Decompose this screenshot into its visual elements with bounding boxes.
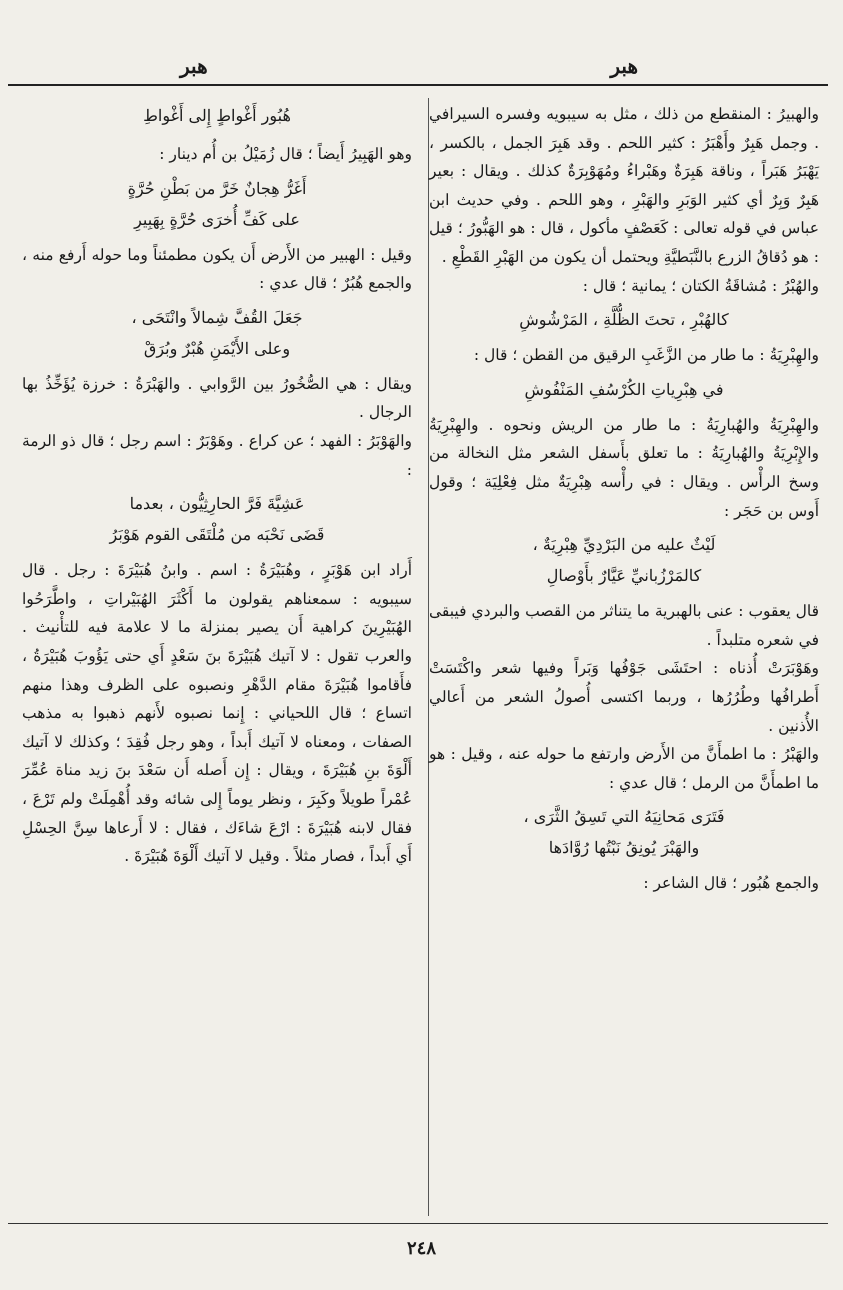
- verse-line: وعلى الأَيْمَنِ هُبْرٌ وبُرَقْ: [143, 338, 291, 358]
- entry-paragraph: أَراد ابن هَوْبَرٍ ، وهُبَيْرَةُ : اسم . وابنُ هُبَيْرَةَ : رجل . قال سيبويه : سمعناهم يقولون ما أَكْثَرَ الهُبَيْراتِ ، واطَّرَحُوا الهُبَيْرِينَ كراهية أَن يصير بمنزلة ما لا علامة فيه للتأْنيث . والعرب تقول : لا آتيك هُبَيْرَةَ بنَ سَعْدٍ أَي حتى يَؤُوبَ هُبَيْرَةُ ، فأَقاموا هُبَيْرَةَ مقام الدَّهْرِ ونصبوه على الظرف وهذا منهم اتساع ؛ قال اللحياني : إِنما نصبوه لأَنهم ذهبوا به مذهب الصفات ، ومعناه لا آتيك أَبداً ، وهو رجل فُقِدَ ؛ وكذلك لا آتيك أَلْوَةَ بنِ هُبَيْرَةَ ، ويقال : إِن أَصله أَن سَعْدَ بنَ زيد مناة عُمِّرَ عُمْراً طويلاً وكَبِرَ ، ونظر يوماً إِلى شائه وقد أُهْمِلَتْ ولم تَرْعَ ، فقال لابنه هُبَيْرَةَ : ارْعَ شاءَك ، فقال : لا أَرعاها سِنَّ الحِسْلِ أَي أَبداً ، فصار مثلاً . وقيل لا آتيك أَلْوَةَ هُبَيْرَةَ .: [22, 561, 412, 866]
- verse-line: فَتَرَى مَحانِيَهُ التي تَسِقُ الثَّرَى ،: [523, 807, 725, 827]
- verse: [22, 302, 412, 364]
- verse-line: كالمَرْزُبانيِّ عَيَّارٌ بأَوْصالِ: [546, 566, 702, 586]
- right-column: [429, 100, 819, 898]
- entry-paragraph: والهَوْبَرُ : الفهد ؛ عن كراع . وهَوْبَرٌ : اسم رجل ؛ قال ذو الرمة :: [22, 431, 412, 479]
- verse-line: جَعَلَ القُفَّ شِمالاً وانْتَحَى ،: [131, 307, 303, 327]
- entry-paragraph: والهِبْرِيَةُ والهُبارِيَةُ : ما طار من الريش ونحوه . والهِبْرِيَةُ والإِبْرِيَةُ والهُبارِيَةُ : ما تعلق بأَسفل الشعر مثل النخالة من وسخ الرأْس . ويقال : في رأْسه هِبْرِيَةٌ مثل فِعْلِيَة ؛ وقول أَوس بن حَجَر :: [429, 415, 819, 520]
- entry-paragraph: وهَوْبَرَتْ أُذناه : احتَشَى جَوْفُها وَبَراً وفيها شعر واكْتَسَتْ أَطرافُها وطُرُرُها ، وربما اكتسى أُصولُ الشعر من أَعالي الأُذنين .: [429, 659, 819, 735]
- verse: [429, 801, 819, 863]
- verse-line: كالهُبْرِ ، تحتَ الظُّلَّةِ ، المَرْشُوشِ: [519, 310, 729, 330]
- entry-paragraph: وهو الهَبِيرُ أَيضاً ؛ قال زُمَيْلُ بن أُم دينار :: [159, 145, 412, 163]
- verse-line: أَغَرُّ هِجانٌ خَرَّ من بَطْنِ حُرَّةٍ: [127, 178, 307, 198]
- entry-paragraph: والهبيرُ : المنقطع من ذلك ، مثل به سيبويه وفسره السيرافي . وجمل هَبِرٌ وأَهْبَرُ : كثير اللحم . وقد هَبِرَ الجمل ، بالكسر ، يَهْبَرُ هَبَراً ، وناقة هَبِرَةٌ وهَبْراءُ ومُهَوْبِرَةٌ كذلك . ويقال : بعير هَبِرٌ وَبِرٌ أي كثير الوَبَرِ والهَبْرِ ، وهو اللحم . وفي حديث ابن عباس في قوله تعالى : كَعَصْفٍ مأكول ، قال : هو الهَبُّورُ ؛ قيل : هو دُقاقُ الزرع بالنَّبَطيَّةِ ويحتمل أن يكون من الهَبْرِ القَطْعِ .: [429, 105, 819, 266]
- entry-paragraph: والهَبْرُ : ما اطمأَنَّ من الأَرض وارتفع ما حوله عنه ، وقيل : هو ما اطمأَنَّ من الرمل ؛ قال عدي :: [429, 745, 819, 792]
- headword-left: هبر: [180, 54, 208, 78]
- entry-paragraph: والهُبْرُ : مُشاقَةُ الكتان ؛ يمانية ؛ قال :: [582, 276, 819, 295]
- verse-line: عَشِيَّةَ فَرَّ الحارِثِيُّون ، بعدما: [129, 494, 305, 514]
- page-header: [0, 48, 843, 88]
- headword-right: هبر: [610, 54, 638, 78]
- verse: [429, 529, 819, 591]
- verse-line: على كَفِّ أُخرَى حُرَّةٍ بِهَبِيرِ: [134, 209, 300, 229]
- page-number: ٢٤٨: [406, 1238, 436, 1259]
- verse: [22, 173, 412, 235]
- verse-line: في هِبْرِياتِ الكُرْسُفِ المَنْفُوشِ: [524, 379, 724, 399]
- entry-paragraph: والهِبْرِيَةُ : ما طار من الزَّغَبِ الرقيق من القطن ؛ قال :: [473, 346, 819, 365]
- entry-paragraph: ويقال : هي الصُّخُورُ بين الرَّوابي . والهَبْرَةُ : خرزة يُؤَخِّذُ بها الرجال .: [22, 374, 412, 422]
- entry-paragraph: وقيل : الهبير من الأَرض أَن يكون مطمئناً وما حوله أَرفع منه ، والجمع هُبُرٌ ؛ قال عدي :: [22, 245, 412, 293]
- verse-line: لَيْثٌ عليه من البَرْدِيِّ هِبْرِيَةٌ ،: [532, 535, 716, 555]
- footer-rule: [8, 1223, 828, 1224]
- verse-line: قَضَى نَحْبَه من مُلْتَقَى القوم هَوْبَرُ: [109, 525, 325, 545]
- verse: [22, 488, 412, 550]
- left-column: [22, 100, 412, 871]
- continued-verse: هُبُور أَغْواطٍ إِلى أَغْواطِ: [143, 106, 291, 125]
- verse: [429, 374, 819, 405]
- entry-paragraph: والجمع هُبُور ؛ قال الشاعر :: [643, 874, 819, 893]
- header-rule: [8, 84, 828, 86]
- verse: [429, 304, 819, 335]
- verse-line: والهَبْرَ يُونِقُ نَبْتُها رُوَّادَها: [548, 838, 700, 858]
- entry-paragraph: قال يعقوب : عنى بالهبرية ما يتناثر من القصب والبردي فيبقى في شعره متلبداً .: [429, 602, 819, 649]
